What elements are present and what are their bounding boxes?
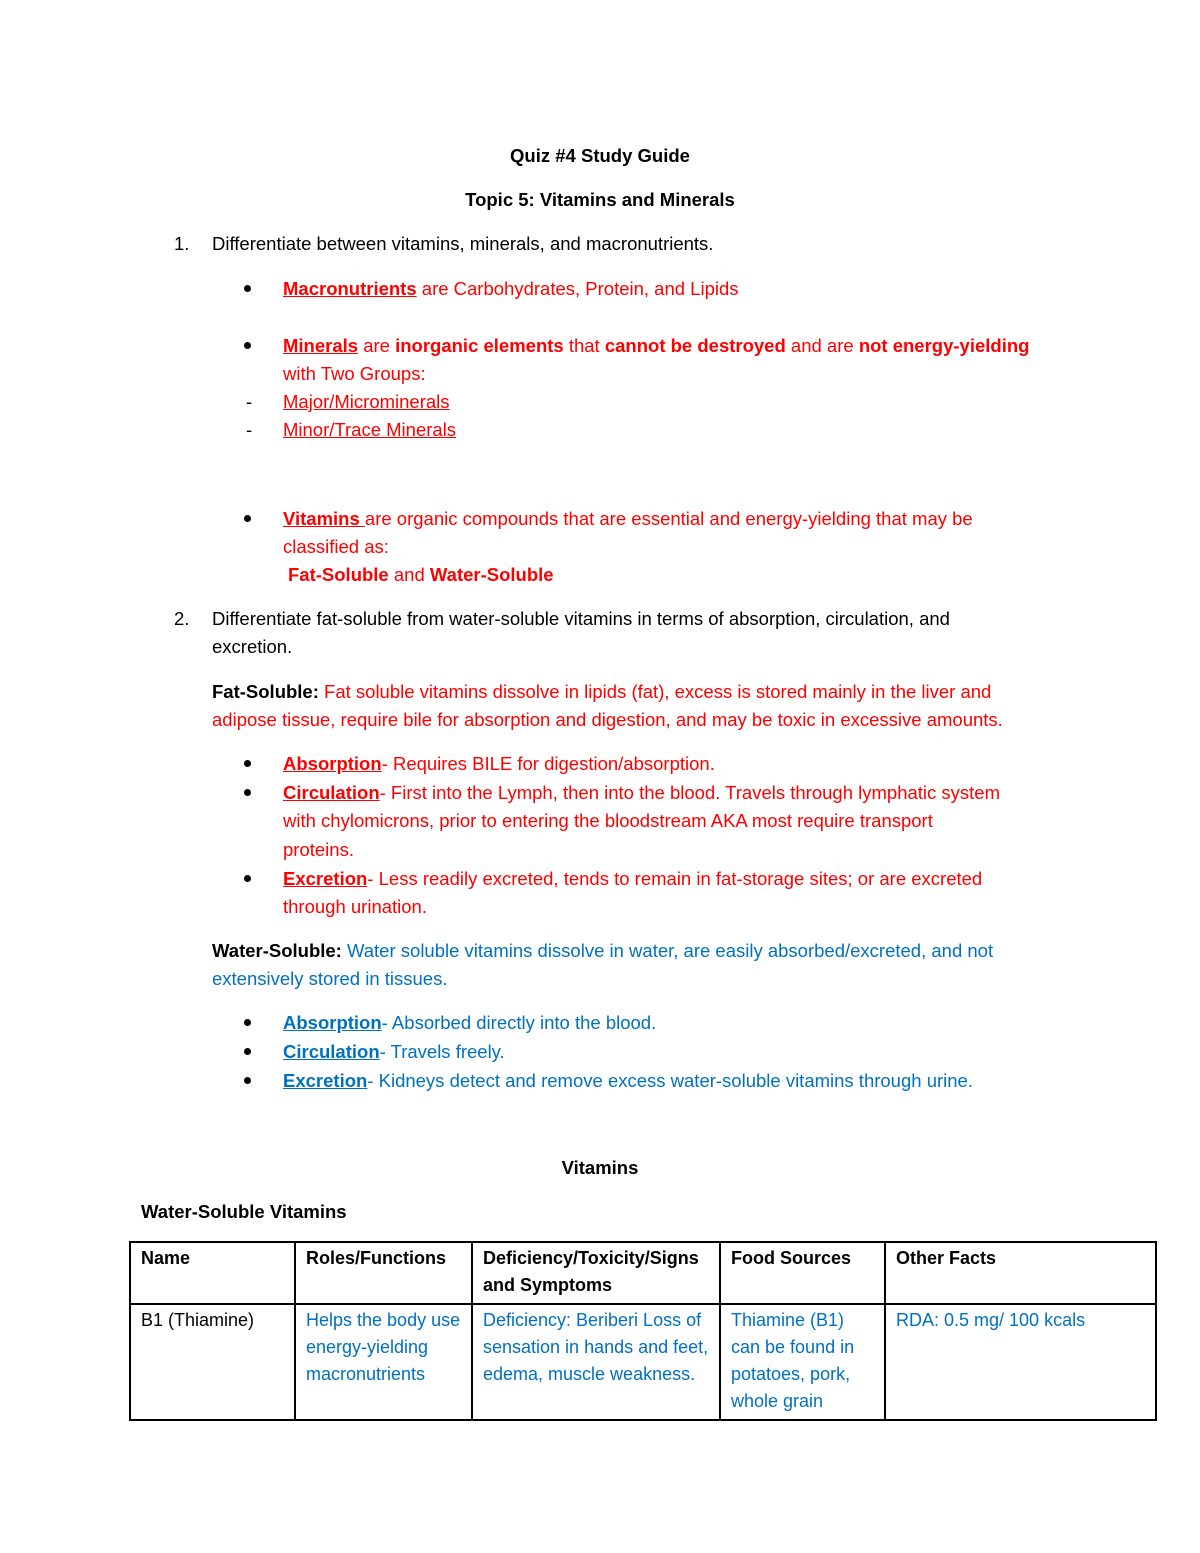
cell-food-sources: Thiamine (B1) can be found in potatoes, pork, whole grain bbox=[720, 1304, 885, 1420]
water-circulation-text: - Travels freely. bbox=[379, 1041, 505, 1062]
fat-circulation-term: Circulation bbox=[283, 782, 380, 803]
fat-circulation-text: - First into the Lymph, then into the blood. Travels through lymphatic system bbox=[379, 782, 1001, 803]
vitamins-desc: are organic compounds that are essential and energy-yielding that may be bbox=[364, 508, 973, 529]
header-food-sources: Food Sources bbox=[720, 1242, 885, 1304]
dash-marker: - bbox=[246, 419, 253, 440]
q2-text-line-2: excretion. bbox=[212, 636, 293, 657]
minerals-bold: not energy-yielding bbox=[858, 335, 1030, 356]
water-soluble-desc: Water soluble vitamins dissolve in water, are easily absorbed/excreted, and not bbox=[341, 940, 994, 961]
bullet-icon bbox=[244, 1048, 251, 1055]
fat-excretion-text: - Less readily excreted, tends to remain in fat-storage sites; or are excreted bbox=[367, 868, 983, 889]
vitamins-line-3 bbox=[288, 561, 554, 589]
header-deficiency: Deficiency/Toxicity/Signs and Symptoms bbox=[472, 1242, 720, 1304]
cell-deficiency: Deficiency: Beriberi Loss of sensation in hands and feet, edema, muscle weakness. bbox=[472, 1304, 720, 1420]
minerals-text: that bbox=[563, 335, 605, 356]
mineral-group-minor: Minor/Trace Minerals bbox=[283, 419, 457, 440]
header-name: Name bbox=[130, 1242, 295, 1304]
vitamins-line-2: classified as: bbox=[283, 536, 389, 557]
vitamins-term: Vitamins bbox=[283, 508, 365, 529]
minerals-bold: inorganic elements bbox=[395, 335, 564, 356]
bullet-icon bbox=[244, 1019, 251, 1026]
q1-number: 1. bbox=[174, 233, 190, 254]
cell-roles: Helps the body use energy-yielding macronutrients bbox=[295, 1304, 472, 1420]
water-soluble-desc-line-2: extensively stored in tissues. bbox=[212, 968, 448, 989]
q2-number: 2. bbox=[174, 608, 190, 629]
fat-soluble-desc: Fat soluble vitamins dissolve in lipids (fat), excess is stored mainly in the liver and bbox=[318, 681, 992, 702]
table-header-row bbox=[130, 1242, 1156, 1304]
fat-soluble-paragraph bbox=[212, 678, 991, 706]
water-soluble-paragraph bbox=[212, 937, 993, 965]
minerals-text: and are bbox=[785, 335, 859, 356]
water-soluble-heading: Water-Soluble: bbox=[212, 940, 342, 961]
macronutrients-line bbox=[283, 275, 739, 303]
water-excretion-line bbox=[283, 1067, 973, 1095]
and-text: and bbox=[388, 564, 430, 585]
water-circulation-line bbox=[283, 1038, 505, 1066]
q1-text: Differentiate between vitamins, minerals, and macronutrients. bbox=[212, 233, 714, 254]
fat-absorption-term: Absorption bbox=[283, 753, 382, 774]
fat-excretion-line-2: through urination. bbox=[283, 896, 427, 917]
water-soluble-label: Water-Soluble bbox=[429, 564, 554, 585]
bullet-icon bbox=[244, 515, 251, 522]
water-absorption-term: Absorption bbox=[283, 1012, 382, 1033]
water-soluble-vitamins-table bbox=[129, 1241, 1157, 1421]
bullet-icon bbox=[244, 1077, 251, 1084]
water-absorption-line bbox=[283, 1009, 656, 1037]
fat-soluble-heading: Fat-Soluble: bbox=[212, 681, 319, 702]
cell-other-facts: RDA: 0.5 mg/ 100 kcals bbox=[885, 1304, 1156, 1420]
bullet-icon bbox=[244, 789, 251, 796]
bullet-icon bbox=[244, 285, 251, 292]
vitamins-line bbox=[283, 505, 973, 533]
bullet-icon bbox=[244, 760, 251, 767]
water-excretion-term: Excretion bbox=[283, 1070, 368, 1091]
fat-excretion-term: Excretion bbox=[283, 868, 368, 889]
water-circulation-term: Circulation bbox=[283, 1041, 380, 1062]
fat-circulation-line bbox=[283, 779, 1000, 807]
water-excretion-text: - Kidneys detect and remove excess water-soluble vitamins through urine. bbox=[367, 1070, 973, 1091]
cell-name: B1 (Thiamine) bbox=[130, 1304, 295, 1420]
bullet-icon bbox=[244, 875, 251, 882]
mineral-group-major: Major/Microminerals bbox=[283, 391, 450, 412]
page-title: Quiz #4 Study Guide bbox=[510, 145, 690, 166]
table-heading: Water-Soluble Vitamins bbox=[141, 1201, 347, 1222]
fat-soluble-label: Fat-Soluble bbox=[288, 564, 389, 585]
water-absorption-text: - Absorbed directly into the blood. bbox=[381, 1012, 657, 1033]
bullet-icon bbox=[244, 342, 251, 349]
fat-absorption-text: - Requires BILE for digestion/absorption. bbox=[381, 753, 715, 774]
fat-soluble-desc-line-2: adipose tissue, require bile for absorption and digestion, and may be toxic in excessive amounts. bbox=[212, 709, 1003, 730]
macronutrients-desc: are Carbohydrates, Protein, and Lipids bbox=[416, 278, 739, 299]
fat-absorption-line bbox=[283, 750, 715, 778]
vitamins-section-heading: Vitamins bbox=[561, 1157, 639, 1178]
macronutrients-term: Macronutrients bbox=[283, 278, 417, 299]
fat-circulation-line-3: proteins. bbox=[283, 839, 354, 860]
minerals-line bbox=[283, 332, 1029, 360]
minerals-line-2: with Two Groups: bbox=[283, 363, 426, 384]
header-roles: Roles/Functions bbox=[295, 1242, 472, 1304]
header-other-facts: Other Facts bbox=[885, 1242, 1156, 1304]
minerals-term: Minerals bbox=[283, 335, 359, 356]
table-row bbox=[130, 1304, 1156, 1420]
q2-text-line-1: Differentiate fat-soluble from water-soluble vitamins in terms of absorption, circulation, and bbox=[212, 608, 950, 629]
minerals-bold: cannot be destroyed bbox=[604, 335, 786, 356]
fat-excretion-line bbox=[283, 865, 982, 893]
fat-circulation-line-2: with chylomicrons, prior to entering the bloodstream AKA most require transport bbox=[283, 810, 933, 831]
topic-heading: Topic 5: Vitamins and Minerals bbox=[465, 189, 735, 210]
minerals-text: are bbox=[358, 335, 396, 356]
dash-marker: - bbox=[246, 391, 253, 412]
